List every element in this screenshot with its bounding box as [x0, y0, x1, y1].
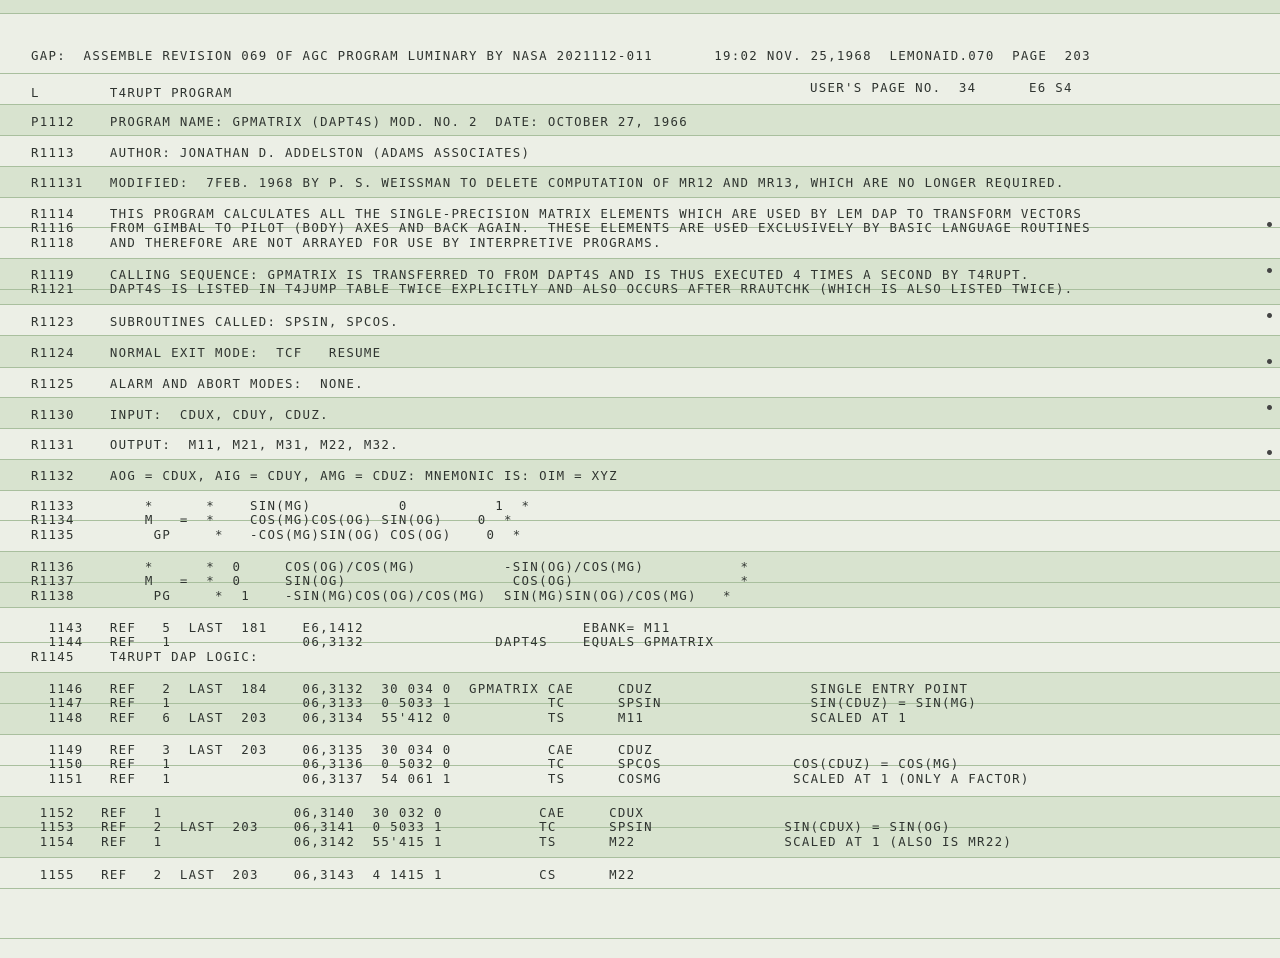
code-line: 1149 REF 3 LAST 203 06,3135 30 034 0 CAE CDUZ	[31, 742, 653, 757]
code-line: 1154 REF 1 06,3142 55'415 1 TS M22 SCALED AT 1 (ALSO IS MR22)	[31, 834, 1013, 849]
code-line: 1146 REF 2 LAST 184 06,3132 30 034 0 GPMATRIX CAE CDUZ SINGLE ENTRY POINT	[31, 681, 969, 696]
paper-rule	[0, 166, 1280, 167]
paper-rule	[0, 13, 1280, 14]
header-line: GAP: ASSEMBLE REVISION 069 OF AGC PROGRAM LUMINARY BY NASA 2021112-011 19:02 NOV. 25,1968 LEMONAID.070 PAGE 203	[31, 48, 1091, 63]
code-line: 1155 REF 2 LAST 203 06,3143 4 1415 1 CS M22	[31, 867, 636, 882]
paper-rule	[0, 888, 1280, 889]
matrix-line: R1138 PG * 1 -SIN(MG)COS(OG)/COS(MG) SIN(MG)SIN(OG)/COS(MG) *	[31, 588, 732, 603]
listing-line: R11131 MODIFIED: 7FEB. 1968 BY P. S. WEISSMAN TO DELETE COMPUTATION OF MR12 AND MR13, WHICH ARE NO LONGER REQUIRED.	[31, 175, 1065, 190]
tractor-hole	[1267, 405, 1272, 410]
paper-rule	[0, 490, 1280, 491]
listing-line: R1132 AOG = CDUX, AIG = CDUY, AMG = CDUZ: MNEMONIC IS: OIM = XYZ	[31, 468, 618, 483]
paper-rule	[0, 397, 1280, 398]
matrix-line: R1137 M = * 0 SIN(OG) COS(OG) *	[31, 573, 750, 588]
tractor-hole	[1267, 450, 1272, 455]
listing-line: R1121 DAPT4S IS LISTED IN T4JUMP TABLE TWICE EXPLICITLY AND ALSO OCCURS AFTER RRAUTCHK (WHICH IS ALSO LISTED TWICE).	[31, 281, 1074, 296]
matrix-line: R1134 M = * COS(MG)COS(OG) SIN(OG) 0 *	[31, 512, 513, 527]
code-line: 1148 REF 6 LAST 203 06,3134 55'412 0 TS M11 SCALED AT 1	[31, 710, 907, 725]
matrix-line: R1135 GP * -COS(MG)SIN(OG) COS(OG) 0 *	[31, 527, 522, 542]
paper-rule	[0, 607, 1280, 608]
listing-line: R1145 T4RUPT DAP LOGIC:	[31, 649, 259, 664]
listing-line: R1118 AND THEREFORE ARE NOT ARRAYED FOR USE BY INTERPRETIVE PROGRAMS.	[31, 235, 662, 250]
paper-rule	[0, 734, 1280, 735]
code-line: 1151 REF 1 06,3137 54 061 1 TS COSMG SCALED AT 1 (ONLY A FACTOR)	[31, 771, 1030, 786]
listing-line: R1124 NORMAL EXIT MODE: TCF RESUME	[31, 345, 382, 360]
code-line: 1152 REF 1 06,3140 30 032 0 CAE CDUX	[31, 805, 645, 820]
listing-line: R1119 CALLING SEQUENCE: GPMATRIX IS TRANSFERRED TO FROM DAPT4S AND IS THUS EXECUTED 4 TIMES A SECOND BY T4RUPT.	[31, 267, 1030, 282]
tractor-hole	[1267, 313, 1272, 318]
listing-line: R1114 THIS PROGRAM CALCULATES ALL THE SINGLE-PRECISION MATRIX ELEMENTS WHICH ARE USED BY LEM DAP TO TRANSFORM VECTORS	[31, 206, 1083, 221]
paper-rule	[0, 459, 1280, 460]
code-line: 1150 REF 1 06,3136 0 5032 0 TC SPCOS COS(CDUZ) = COS(MG)	[31, 756, 960, 771]
paper-band	[0, 0, 1280, 13]
paper-rule	[0, 73, 1280, 74]
paper-rule	[0, 304, 1280, 305]
listing-line: R1116 FROM GIMBAL TO PILOT (BODY) AXES AND BACK AGAIN. THESE ELEMENTS ARE USED EXCLUSIVELY BY BASIC LANGUAGE ROUTINES	[31, 220, 1091, 235]
code-line: 1144 REF 1 06,3132 DAPT4S EQUALS GPMATRIX	[31, 634, 715, 649]
tractor-hole	[1267, 268, 1272, 273]
matrix-line: R1133 * * SIN(MG) 0 1 *	[31, 498, 531, 513]
paper-rule	[0, 938, 1280, 939]
paper-rule	[0, 796, 1280, 797]
listing-line: R1123 SUBROUTINES CALLED: SPSIN, SPCOS.	[31, 314, 399, 329]
paper-rule	[0, 135, 1280, 136]
listing-line: R1130 INPUT: CDUX, CDUY, CDUZ.	[31, 407, 329, 422]
tractor-hole	[1267, 222, 1272, 227]
paper-rule	[0, 104, 1280, 105]
matrix-line: R1136 * * 0 COS(OG)/COS(MG) -SIN(OG)/COS(MG) *	[31, 559, 750, 574]
listing-line: R1125 ALARM AND ABORT MODES: NONE.	[31, 376, 364, 391]
paper-rule	[0, 551, 1280, 552]
code-line: 1147 REF 1 06,3133 0 5033 1 TC SPSIN SIN(CDUZ) = SIN(MG)	[31, 695, 978, 710]
paper-rule	[0, 335, 1280, 336]
paper-rule	[0, 367, 1280, 368]
paper-rule	[0, 672, 1280, 673]
code-line: 1153 REF 2 LAST 203 06,3141 0 5033 1 TC SPSIN SIN(CDUX) = SIN(OG)	[31, 819, 951, 834]
paper-rule	[0, 197, 1280, 198]
paper-rule	[0, 258, 1280, 259]
listing-line: R1113 AUTHOR: JONATHAN D. ADDELSTON (ADAMS ASSOCIATES)	[31, 145, 531, 160]
program-title: L T4RUPT PROGRAM	[31, 85, 233, 100]
code-line: 1143 REF 5 LAST 181 E6,1412 EBANK= M11	[31, 620, 671, 635]
tractor-hole	[1267, 359, 1272, 364]
paper-rule	[0, 857, 1280, 858]
listing-line: R1131 OUTPUT: M11, M21, M31, M22, M32.	[31, 437, 399, 452]
paper-rule	[0, 428, 1280, 429]
listing-line: P1112 PROGRAM NAME: GPMATRIX (DAPT4S) MOD. NO. 2 DATE: OCTOBER 27, 1966	[31, 114, 688, 129]
user-page-number: USER'S PAGE NO. 34 E6 S4	[810, 80, 1073, 95]
